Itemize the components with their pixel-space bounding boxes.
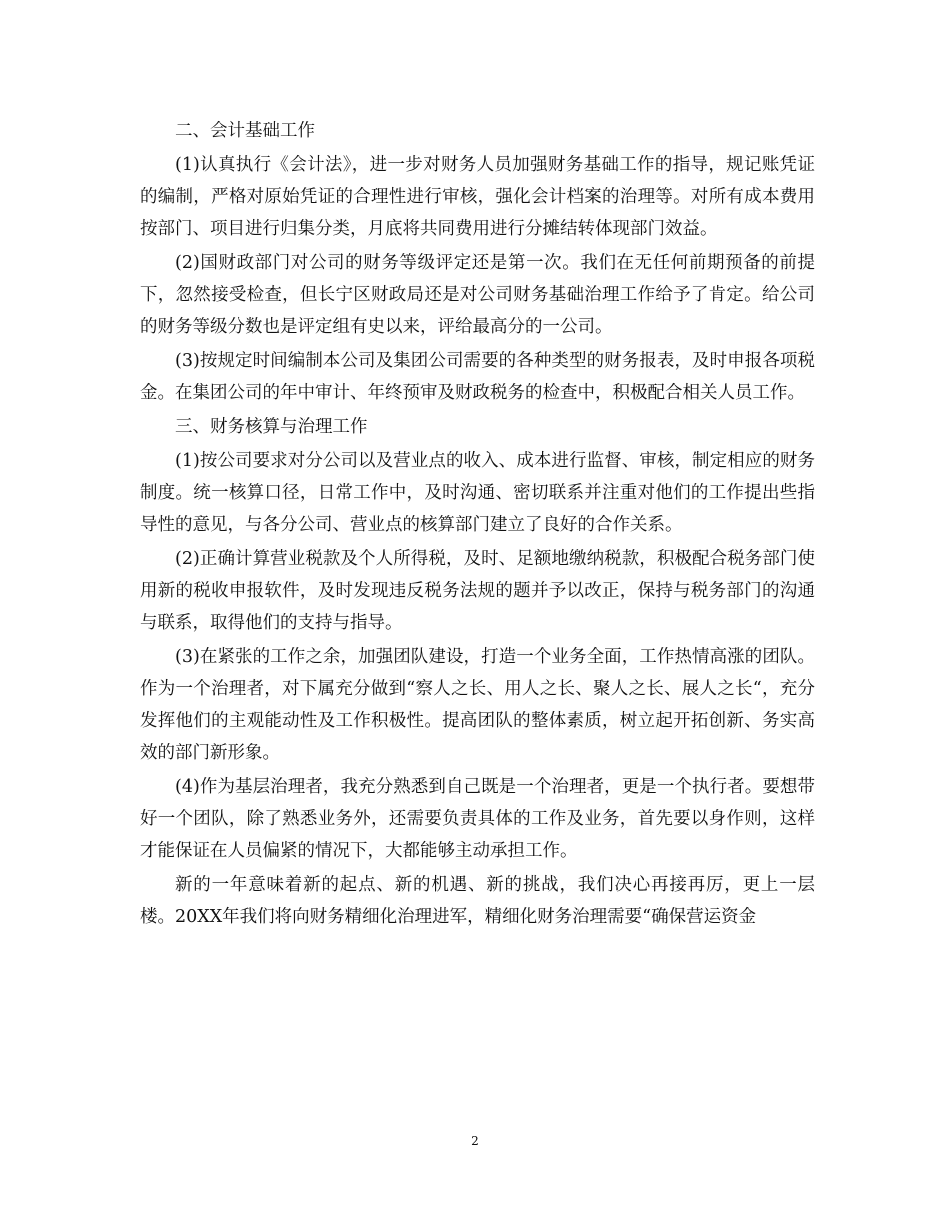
paragraph: (1)认真执行《会计法》，进一步对财务人员加强财务基础工作的指导，规记账凭证的编制，严格对原始凭证的合理性进行审核，强化会计档案的治理等。对所有成本费用按部门、项目进行归集分类，月底将共同费用进行分摊结转体现部门效益。 [140, 155, 815, 239]
paragraph: (4)作为基层治理者，我充分熟悉到自己既是一个治理者，更是一个执行者。要想带好一个团队，除了熟悉业务外，还需要负责具体的工作及业务，首先要以身作则，这样才能保证在人员偏紧的情况下，大都能够主动承担工作。 [140, 777, 815, 861]
paragraph: 新的一年意味着新的起点、新的机遇、新的挑战，我们决心再接再厉，更上一层楼。20XX年我们将向财务精细化治理进军，精细化财务治理需要“确保营运资金 [140, 875, 815, 927]
section-heading-accounting-basics: 二、会计基础工作 [175, 121, 315, 141]
paragraph: (1)按公司要求对分公司以及营业点的收入、成本进行监督、审核，制定相应的财务制度。统一核算口径，日常工作中，及时沟通、密切联系并注重对他们的工作提出些指导性的意见，与各分公司、营业点的核算部门建立了良好的合作关系。 [140, 451, 815, 535]
section-heading-financial-accounting: 三、财务核算与治理工作 [175, 417, 368, 437]
document-body [140, 115, 815, 935]
paragraph: (3)按规定时间编制本公司及集团公司需要的各种类型的财务报表，及时申报各项税金。在集团公司的年中审计、年终预审及财政税务的检查中，积极配合相关人员工作。 [140, 351, 815, 403]
paragraph: (2)国财政部门对公司的财务等级评定还是第一次。我们在无任何前期预备的前提下，忽然接受检查，但长宁区财政局还是对公司财务基础治理工作给予了肯定。给公司的财务等级分数也是评定组有史以来，评给最高分的一公司。 [140, 253, 815, 337]
paragraph: (2)正确计算营业税款及个人所得税，及时、足额地缴纳税款，积极配合税务部门使用新的税收申报软件，及时发现违反税务法规的题并予以改正，保持与税务部门的沟通与联系，取得他们的支持与指导。 [140, 549, 815, 633]
paragraph: (3)在紧张的工作之余，加强团队建设，打造一个业务全面，工作热情高涨的团队。作为一个治理者，对下属充分做到“察人之长、用人之长、聚人之长、展人之长“，充分发挥他们的主观能动性及工作积极性。提高团队的整体素质，树立起开拓创新、务实高效的部门新形象。 [140, 647, 815, 763]
page-number: 2 [471, 1134, 479, 1148]
